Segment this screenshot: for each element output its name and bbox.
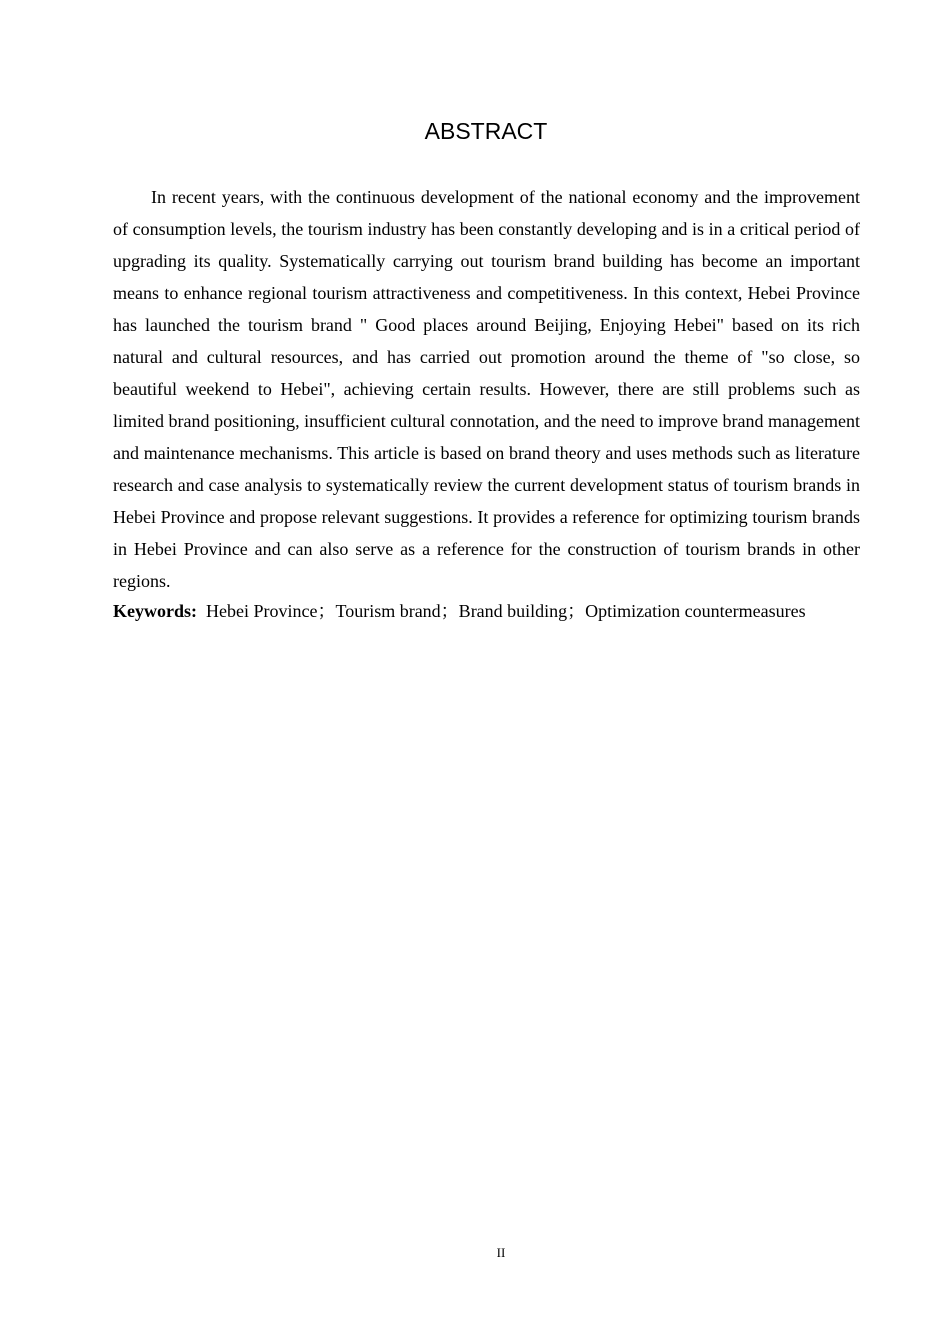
keywords-text: Hebei Province；Tourism brand；Brand building；Optimization countermeasures bbox=[206, 601, 806, 621]
abstract-body: In recent years, with the continuous development of the national economy and the improvement of consumption levels, the tourism industry has been constantly developing and is in a critical period of upgrading its quality. Systematically carrying out tourism brand building has become an important means to enhance regional tourism attractiveness and competitiveness. In this context, Hebei Province has launched the tourism brand " Good places around Beijing, Enjoying Hebei" based on its rich natural and cultural resources, and has carried out promotion around the theme of "so close, so beautiful weekend to Hebei", achieving certain results. However, there are still problems such as limited brand positioning, insufficient cultural connotation, and the need to improve brand management and maintenance mechanisms. This article is based on brand theory and uses methods such as literature research and case analysis to systematically review the current development status of tourism brands in Hebei Province and propose relevant suggestions. It provides a reference for optimizing tourism brands in Hebei Province and can also serve as a reference for the construction of tourism brands in other regions. bbox=[113, 187, 860, 591]
keywords-line bbox=[113, 595, 873, 627]
abstract-title: ABSTRACT bbox=[424, 118, 548, 144]
keywords-label: Keywords: bbox=[113, 601, 197, 621]
page-number: II bbox=[496, 1245, 506, 1260]
